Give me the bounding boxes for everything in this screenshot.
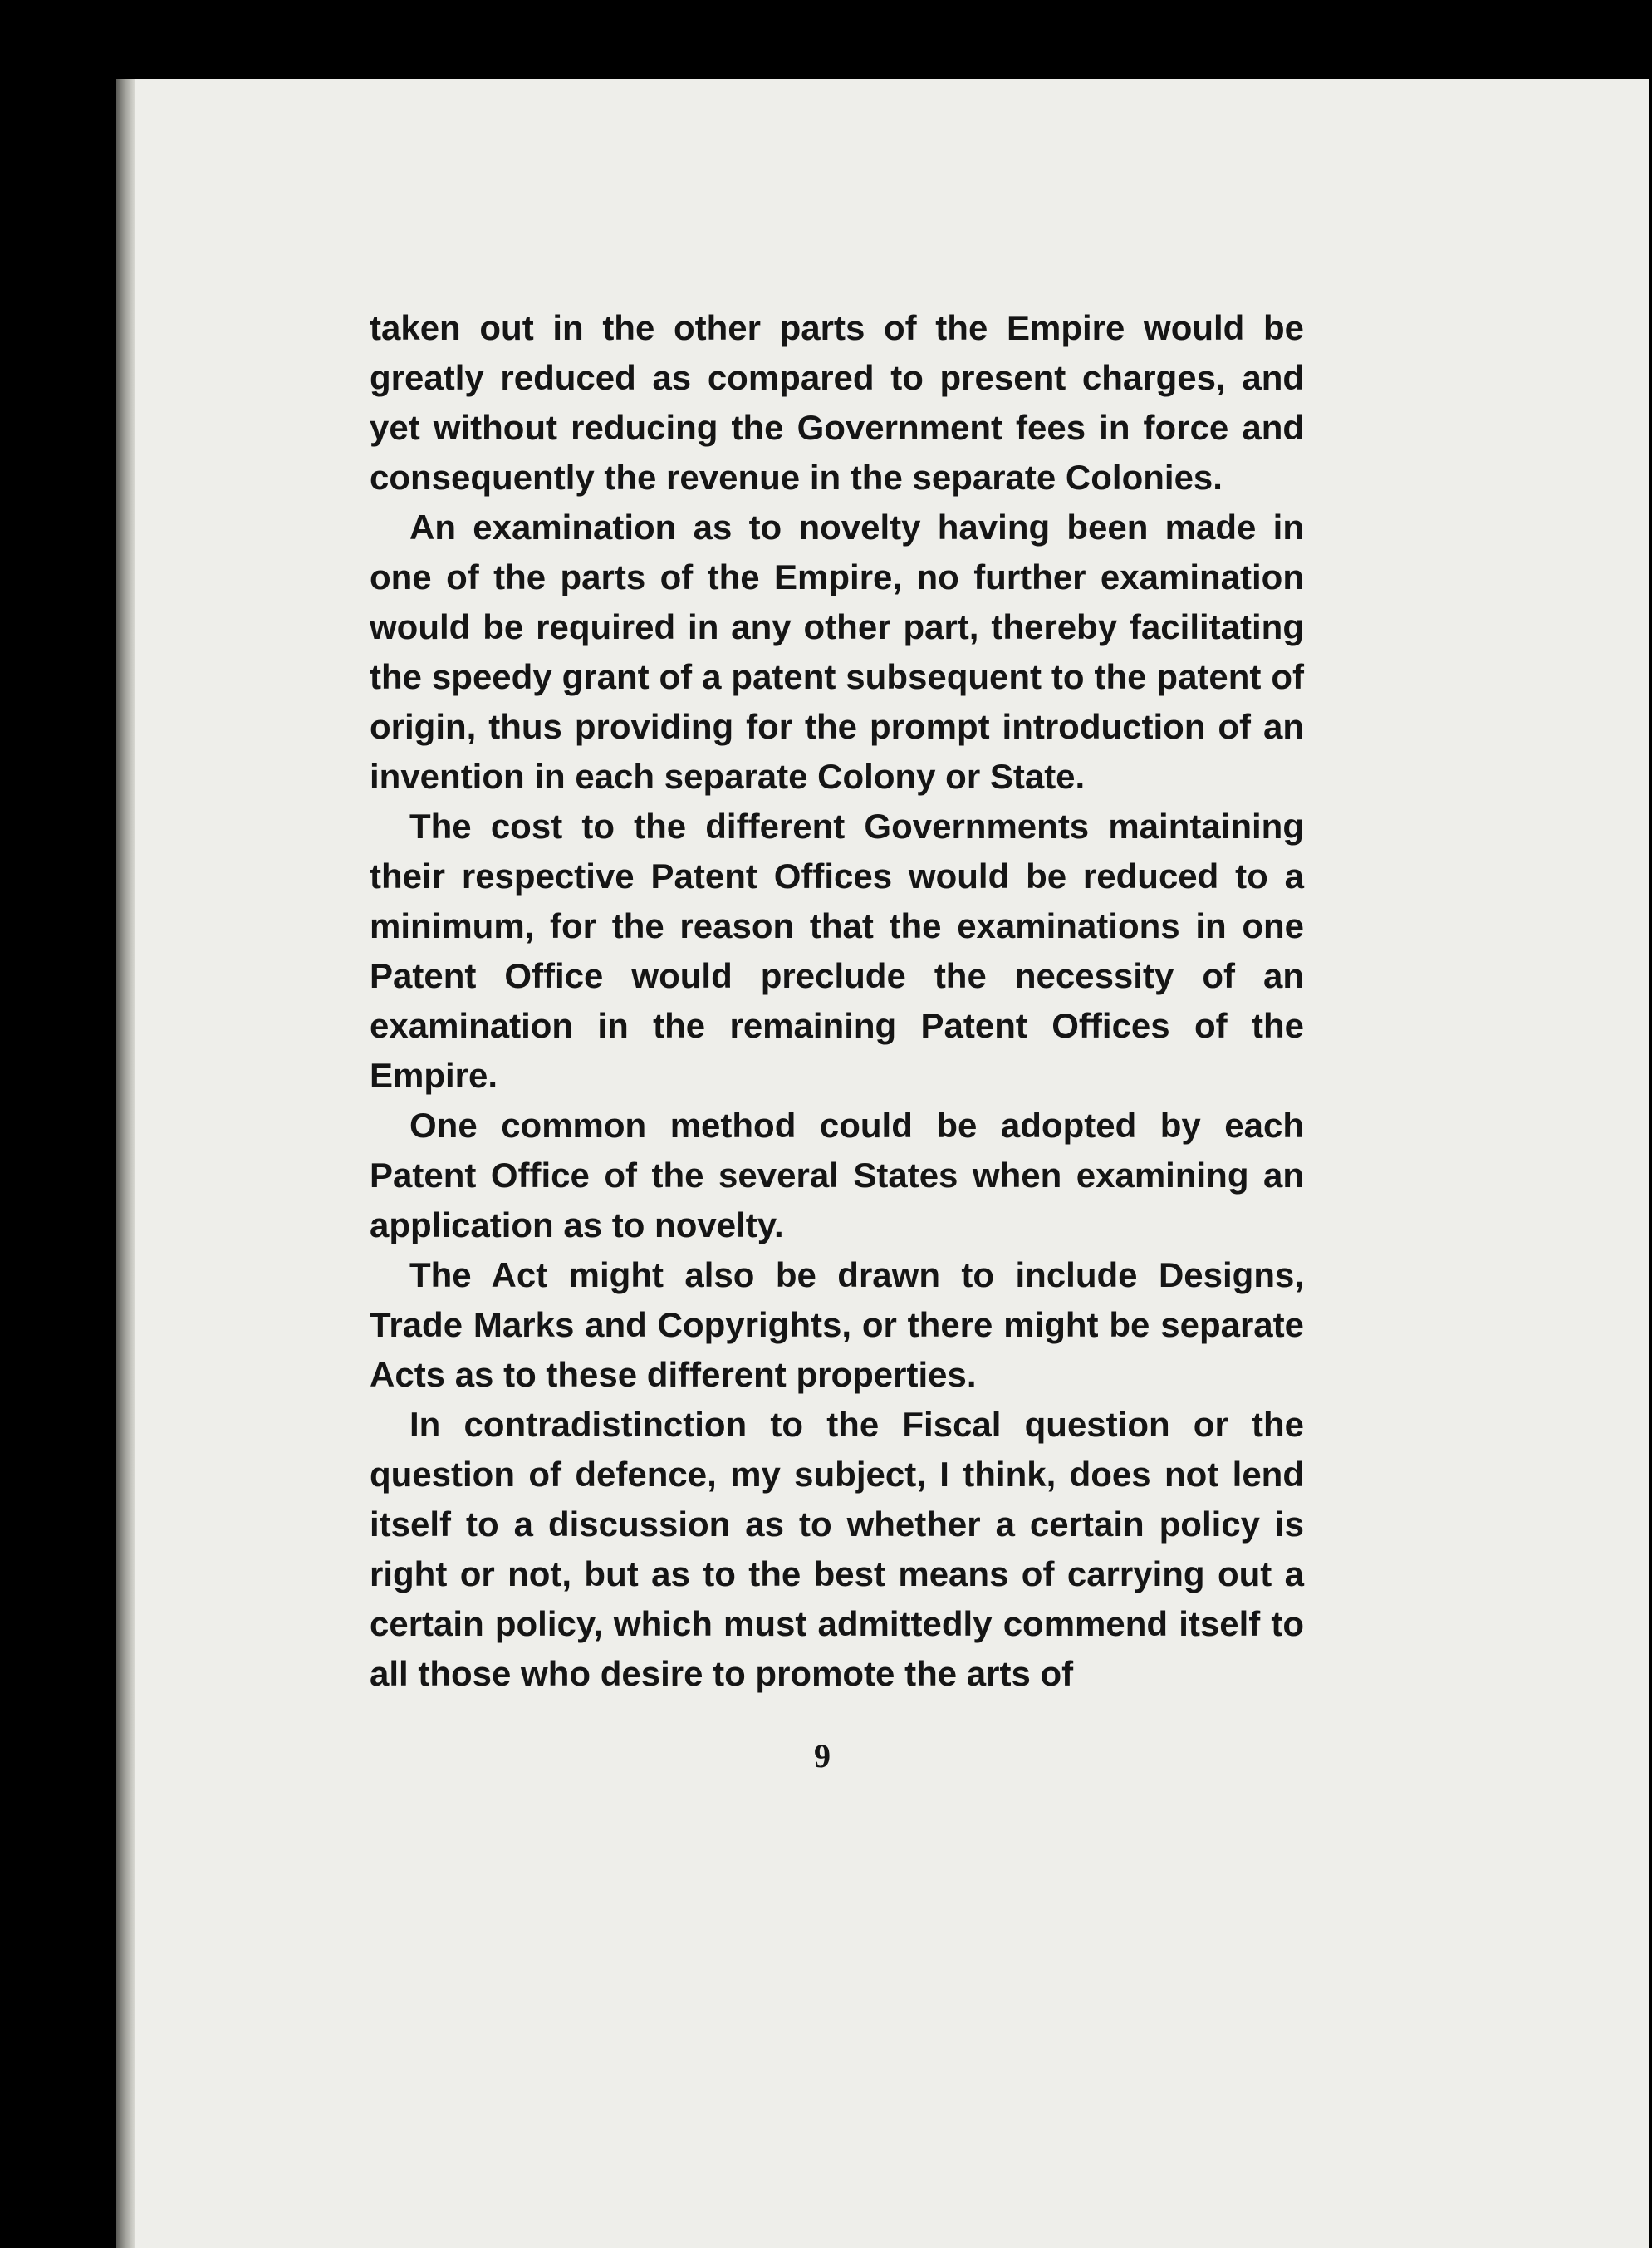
paragraph-4: One common method could be adopted by each Patent Office of the several States when examining an application as to novelty. — [370, 1106, 1304, 1244]
page-number: 9 — [814, 1737, 831, 1774]
page-binding-edge — [116, 79, 135, 2248]
paragraph-5: The Act might also be drawn to include Designs, Trade Marks and Copyrights, or there might be separate Acts as to these different properties. — [370, 1255, 1304, 1394]
body-text — [370, 303, 1304, 1699]
paragraph-3: The cost to the different Governments maintaining their respective Patent Offices would be reduced to a minimum, for the reason that the examinations in one Patent Office would preclude the necessity of an examination in the remaining Patent Offices of the Empire. — [370, 807, 1304, 1095]
paragraph-1: taken out in the other parts of the Empire would be greatly reduced as compared to present charges, and yet without reducing the Government fees in force and consequently the revenue in the separate Colonies. — [370, 308, 1304, 497]
paragraph-2: An examination as to novelty having been made in one of the parts of the Empire, no further examination would be required in any other part, thereby facilitating the speedy grant of a patent subsequent to the patent of origin, thus providing for the prompt introduction of an invention in each separate Colony or State. — [370, 508, 1304, 796]
paragraph-6: In contradistinction to the Fiscal question or the question of defence, my subject, I think, does not lend itself to a discussion as to whether a certain policy is right or not, but as to the best means of carrying out a certain policy, which must admittedly commend itself to all those who desire to promote the arts of — [370, 1405, 1304, 1693]
